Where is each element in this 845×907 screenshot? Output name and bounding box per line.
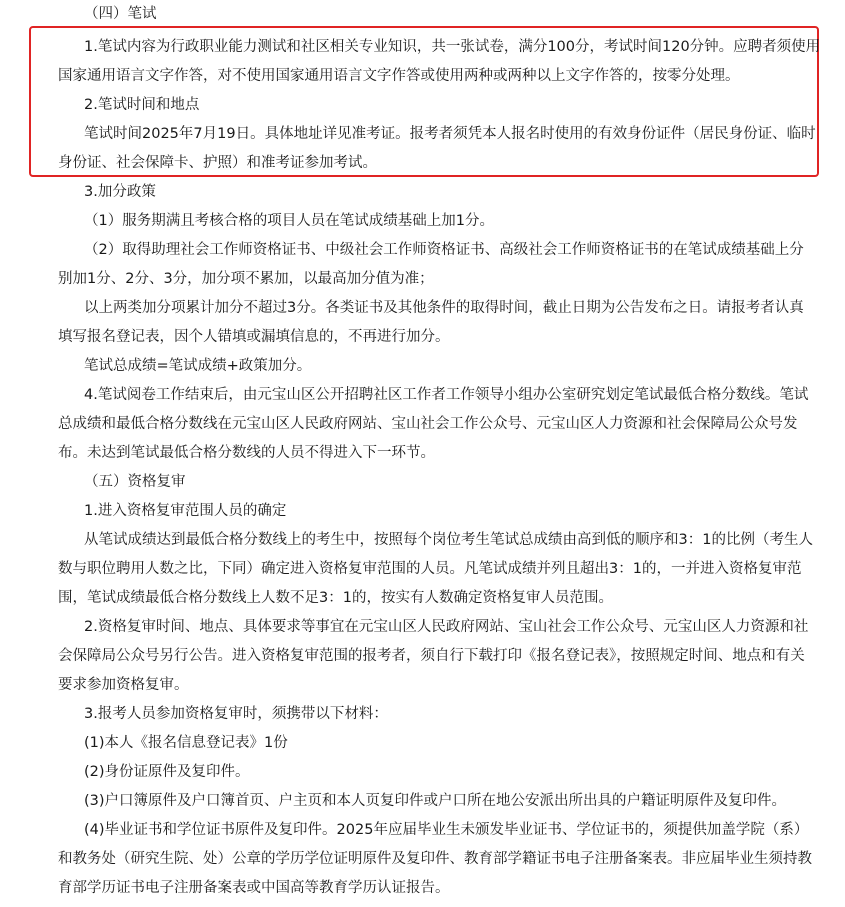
paragraph-line: 身份证、社会保障卡、护照）和准考证参加考试。 bbox=[58, 155, 377, 171]
paragraph-line: 育部学历证书电子注册备案表或中国高等教育学历认证报告。 bbox=[58, 880, 450, 896]
subheading-line: 3.加分政策 bbox=[84, 184, 156, 200]
paragraph-line: 布。未达到笔试最低合格分数线的人员不得进入下一环节。 bbox=[58, 445, 435, 461]
list-item: (4)毕业证书和学位证书原件及复印件。2025年应届毕业生未颁发毕业证书、学位证书的，须提供加盖学院（系） bbox=[84, 822, 809, 838]
paragraph-line: （1）服务期满且考核合格的项目人员在笔试成绩基础上加1分。 bbox=[84, 213, 494, 229]
paragraph-line: 和教务处（研究生院、处）公章的学历学位证明原件及复印件、教育部学籍证书电子注册备案表。非应届毕业生须持教 bbox=[58, 851, 812, 867]
paragraph-line: 笔试时间2025年7月19日。具体地址详见准考证。报考者须凭本人报名时使用的有效身份证件（居民身份证、临时 bbox=[84, 126, 816, 142]
paragraph-line: 围，笔试成绩最低合格分数线上人数不足3：1的，按实有人数确定资格复审人员范围。 bbox=[58, 590, 613, 606]
paragraph-line: 4.笔试阅卷工作结束后，由元宝山区公开招聘社区工作者工作领导小组办公室研究划定笔试最低合格分数线。笔试 bbox=[84, 387, 809, 403]
paragraph-line: （2）取得助理社会工作师资格证书、中级社会工作师资格证书、高级社会工作师资格证书的在笔试成绩基础上分 bbox=[84, 242, 804, 258]
subheading-line: 1.进入资格复审范围人员的确定 bbox=[84, 503, 287, 519]
paragraph-line: 从笔试成绩达到最低合格分数线上的考生中，按照每个岗位考生笔试总成绩由高到低的顺序和3：1的比例（考生人 bbox=[84, 532, 813, 548]
paragraph-line: 填写报名登记表，因个人错填或漏填信息的，不再进行加分。 bbox=[58, 329, 450, 345]
paragraph-line: 1.笔试内容为行政职业能力测试和社区相关专业知识，共一张试卷，满分100分，考试时间120分钟。应聘者须使用 bbox=[84, 39, 821, 55]
list-item: (1)本人《报名信息登记表》1份 bbox=[84, 735, 288, 751]
paragraph-line: 2.资格复审时间、地点、具体要求等事宜在元宝山区人民政府网站、宝山社会工作公众号、元宝山区人力资源和社 bbox=[84, 619, 809, 635]
paragraph-line: 笔试总成绩=笔试成绩+政策加分。 bbox=[84, 358, 312, 374]
paragraph-line: 会保障局公众号另行公告。进入资格复审范围的报考者，须自行下载打印《报名登记表》，按照规定时间、地点和有关 bbox=[58, 648, 805, 664]
list-item: (2)身份证原件及复印件。 bbox=[84, 764, 250, 780]
list-item: (3)户口簿原件及户口簿首页、户主页和本人页复印件或户口所在地公安派出所出具的户籍证明原件及复印件。 bbox=[84, 793, 787, 809]
section-heading-written-exam: （四）笔试 bbox=[84, 6, 157, 22]
paragraph-line: 数与职位聘用人数之比，下同）确定进入资格复审范围的人员。凡笔试成绩并列且超出3：1的，一并进入资格复审范 bbox=[58, 561, 802, 577]
subheading-line: 3.报考人员参加资格复审时，须携带以下材料： bbox=[84, 706, 388, 722]
paragraph-line: 以上两类加分项累计加分不超过3分。各类证书及其他条件的取得时间，截止日期为公告发布之日。请报考者认真 bbox=[84, 300, 804, 316]
paragraph-line: 别加1分、2分、3分，加分项不累加，以最高加分值为准； bbox=[58, 271, 434, 287]
subheading-line: 2.笔试时间和地点 bbox=[84, 97, 200, 113]
paragraph-line: 要求参加资格复审。 bbox=[58, 677, 189, 693]
paragraph-line: 国家通用语言文字作答，对不使用国家通用语言文字作答或使用两种或两种以上文字作答的，按零分处理。 bbox=[58, 68, 740, 84]
paragraph-line: 总成绩和最低合格分数线在元宝山区人民政府网站、宝山社会工作公众号、元宝山区人力资源和社会保障局公众号发 bbox=[58, 416, 798, 432]
section-heading-qualification-review: （五）资格复审 bbox=[84, 474, 186, 490]
